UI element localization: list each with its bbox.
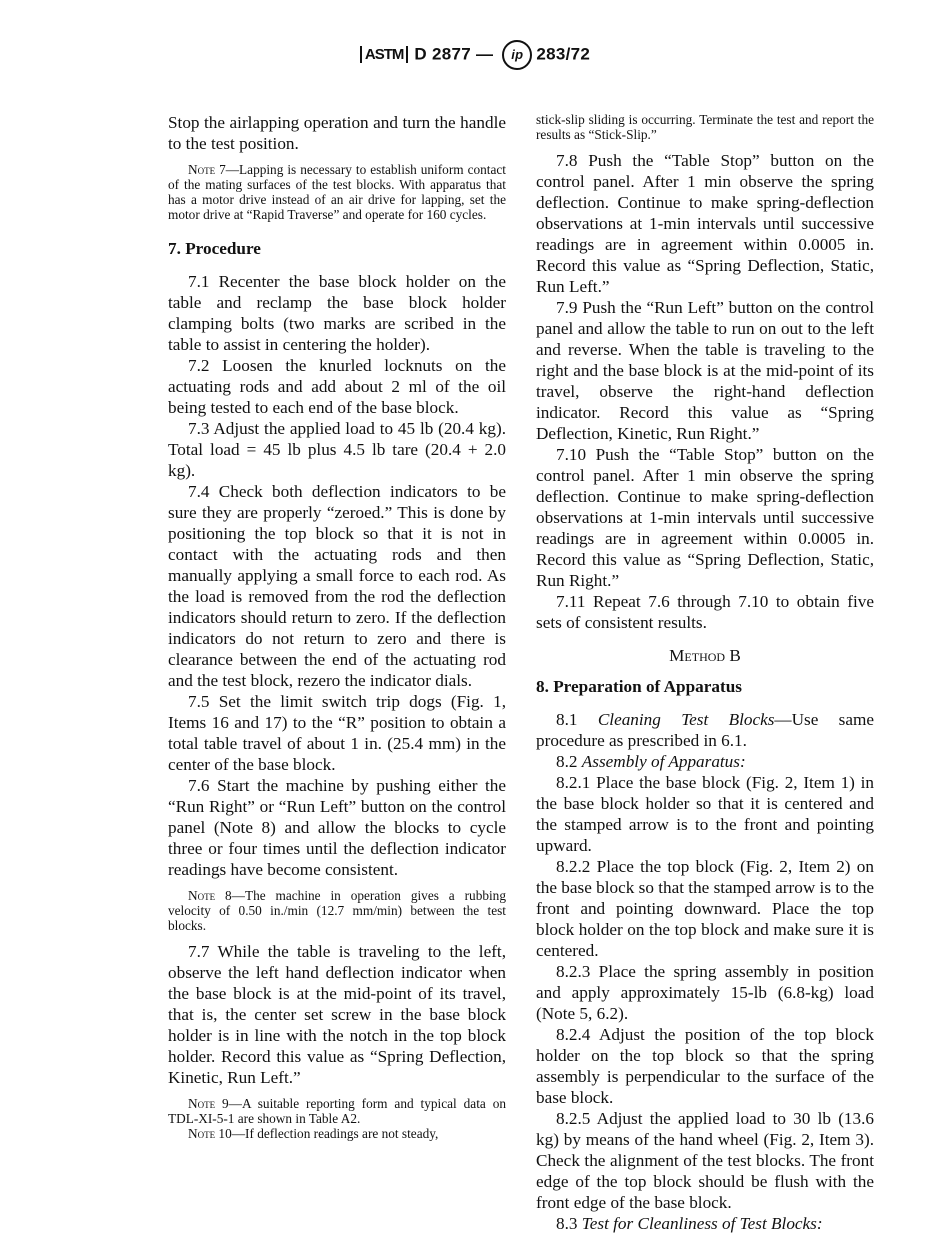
paragraph-7-11: 7.11 Repeat 7.6 through 7.10 to obtain five sets of consistent results.: [536, 592, 874, 632]
paragraph-8-2-2: 8.2.2 Place the top block (Fig. 2, Item 2) on the base block so that the stamped arrow is to the front and pointing downward. Place the top block holder on the top block and make sure it is centered.: [536, 857, 874, 960]
note-text: —If deflection readings are not steady,: [231, 1126, 439, 1141]
paragraph-8-1: [536, 709, 874, 751]
paragraph-8-2-5: 8.2.5 Adjust the applied load to 30 lb (13.6 kg) by means of the hand wheel (Fig. 2, Item 3). Check the alignment of the test blocks. The front edge of the top block should be flush with the front edge of the base block.: [536, 1109, 874, 1212]
paragraph-7-3: 7.3 Adjust the applied load to 45 lb (20.4 kg). Total load = 45 lb plus 4.5 lb tare (20.4 + 2.0 kg).: [168, 419, 506, 480]
subsection-title: Assembly of Apparatus:: [581, 752, 746, 771]
paragraph-7-8: 7.8 Push the “Table Stop” button on the control panel. After 1 min observe the spring deflection. Continue to make spring-deflection observations at 1-min intervals until successive readings are in agreement within 0.0005 in. Record this value as “Spring Deflection, Static, Run Left.”: [536, 151, 874, 296]
right-column: [536, 112, 874, 1234]
section-heading-procedure: 7. Procedure: [168, 239, 261, 258]
paragraph-7-6: 7.6 Start the machine by pushing either the “Run Right” or “Run Left” button on the control panel (Note 8) and allow the blocks to cycle three or four times until the deflection indicator readings have become consistent.: [168, 776, 506, 879]
paragraph-7-9: 7.9 Push the “Run Left” button on the control panel and allow the table to run on out to the left and reverse. When the table is traveling to the right and the base block is at the mid-point of its travel, observe the right-hand deflection indicator. Record this value as “Spring Deflection, Kinetic, Run Right.”: [536, 298, 874, 443]
ip-number: 283/72: [536, 44, 591, 64]
section-number: 8.1: [556, 710, 578, 729]
astm-logo-icon: ASTM: [360, 46, 409, 63]
paragraph-7-2: 7.2 Loosen the knurled locknuts on the actuating rods and add about 2 ml of the oil being tested to each end of the base block.: [168, 356, 506, 417]
paragraph-7-7: 7.7 While the table is traveling to the left, observe the left hand deflection indicator when the base block is at the mid-point of its travel, that is, the center set screw in the base block holder is in line with the notch in the top block holder. Record this value as “Spring Deflection, Kinetic, Run Left.”: [168, 942, 506, 1087]
left-column: [168, 112, 506, 1149]
note-10: [168, 1126, 506, 1141]
note-label: Note 10: [188, 1126, 232, 1141]
designation: D 2877 —: [414, 44, 494, 64]
section-heading-preparation: 8. Preparation of Apparatus: [536, 677, 742, 696]
note-10-continued: stick-slip sliding is occurring. Terminate the test and report the results as “Stick-Slip.”: [536, 112, 874, 142]
subsection-title: Test for Cleanliness of Test Blocks:: [581, 1214, 823, 1233]
paragraph-7-10: 7.10 Push the “Table Stop” button on the control panel. After 1 min observe the spring deflection. Continue to make spring-deflection observations at 1-min intervals until successive readings are in agreement within 0.0005 in. Record this value as “Spring Deflection, Static, Run Right.”: [536, 445, 874, 590]
note-7: [168, 162, 506, 222]
paragraph-8-3: [536, 1213, 874, 1234]
note-text: —A suitable reporting form and typical data on TDL-XI-5-1 are shown in Table A2.: [168, 1096, 506, 1126]
paragraph-7-5: 7.5 Set the limit switch trip dogs (Fig. 1, Items 16 and 17) to the “R” position to obtain a total table travel of about 1 in. (25.4 mm) in the center of the base block.: [168, 692, 506, 774]
note-label: Note 8: [188, 888, 232, 903]
paragraph-8-2-1: 8.2.1 Place the base block (Fig. 2, Item 1) in the base block holder so that it is centered and the stamped arrow is to the front and pointing upward.: [536, 773, 874, 855]
paragraph-8-2-4: 8.2.4 Adjust the position of the top block holder on the top block so that the spring assembly is perpendicular to the surface of the base block.: [536, 1025, 874, 1107]
paragraph-8-2-3: 8.2.3 Place the spring assembly in position and apply approximately 15-lb (6.8-kg) load (Note 5, 6.2).: [536, 962, 874, 1023]
method-b-heading: Method B: [669, 646, 741, 665]
note-text: —The machine in operation gives a rubbing velocity of 0.50 in./min (12.7 mm/min) between the test blocks.: [168, 888, 506, 933]
paragraph-7-4: 7.4 Check both deflection indicators to be sure they are properly “zeroed.” This is done by positioning the top block so that it is not in contact with the actuating rods and then manually applying a small force to each rod. As the load is removed from the rod the deflection indicators should return to zero. If the deflection indicators do not return to zero and there is clearance between the end of the actuating rod and the test block, rezero the indicator dials.: [168, 482, 506, 690]
subsection-title: Cleaning Test Blocks: [597, 710, 775, 729]
section-number: 8.2: [556, 752, 578, 771]
note-text: —Lapping is necessary to establish uniform contact of the mating surfaces of the test blocks. With apparatus that has a motor drive instead of an air drive for lapping, set the motor drive at “Rapid Traverse” and operate for 160 cycles.: [168, 162, 506, 222]
note-8: [168, 888, 506, 933]
note-label: Note 7: [188, 162, 226, 177]
paragraph-continued: Stop the airlapping operation and turn the handle to the test position.: [168, 113, 506, 153]
page-header: [0, 40, 950, 70]
section-number: 8.3: [556, 1214, 578, 1233]
note-9: [168, 1096, 506, 1126]
note-label: Note 9: [188, 1096, 229, 1111]
paragraph-8-2: [536, 751, 874, 772]
ip-logo-icon: ip: [502, 40, 532, 70]
paragraph-7-1: 7.1 Recenter the base block holder on the table and reclamp the base block holder clamping bolts (two marks are scribed in the table to assist in centering the holder).: [168, 272, 506, 354]
subsection-text: —Use same procedure as prescribed in 6.1.: [536, 710, 874, 750]
